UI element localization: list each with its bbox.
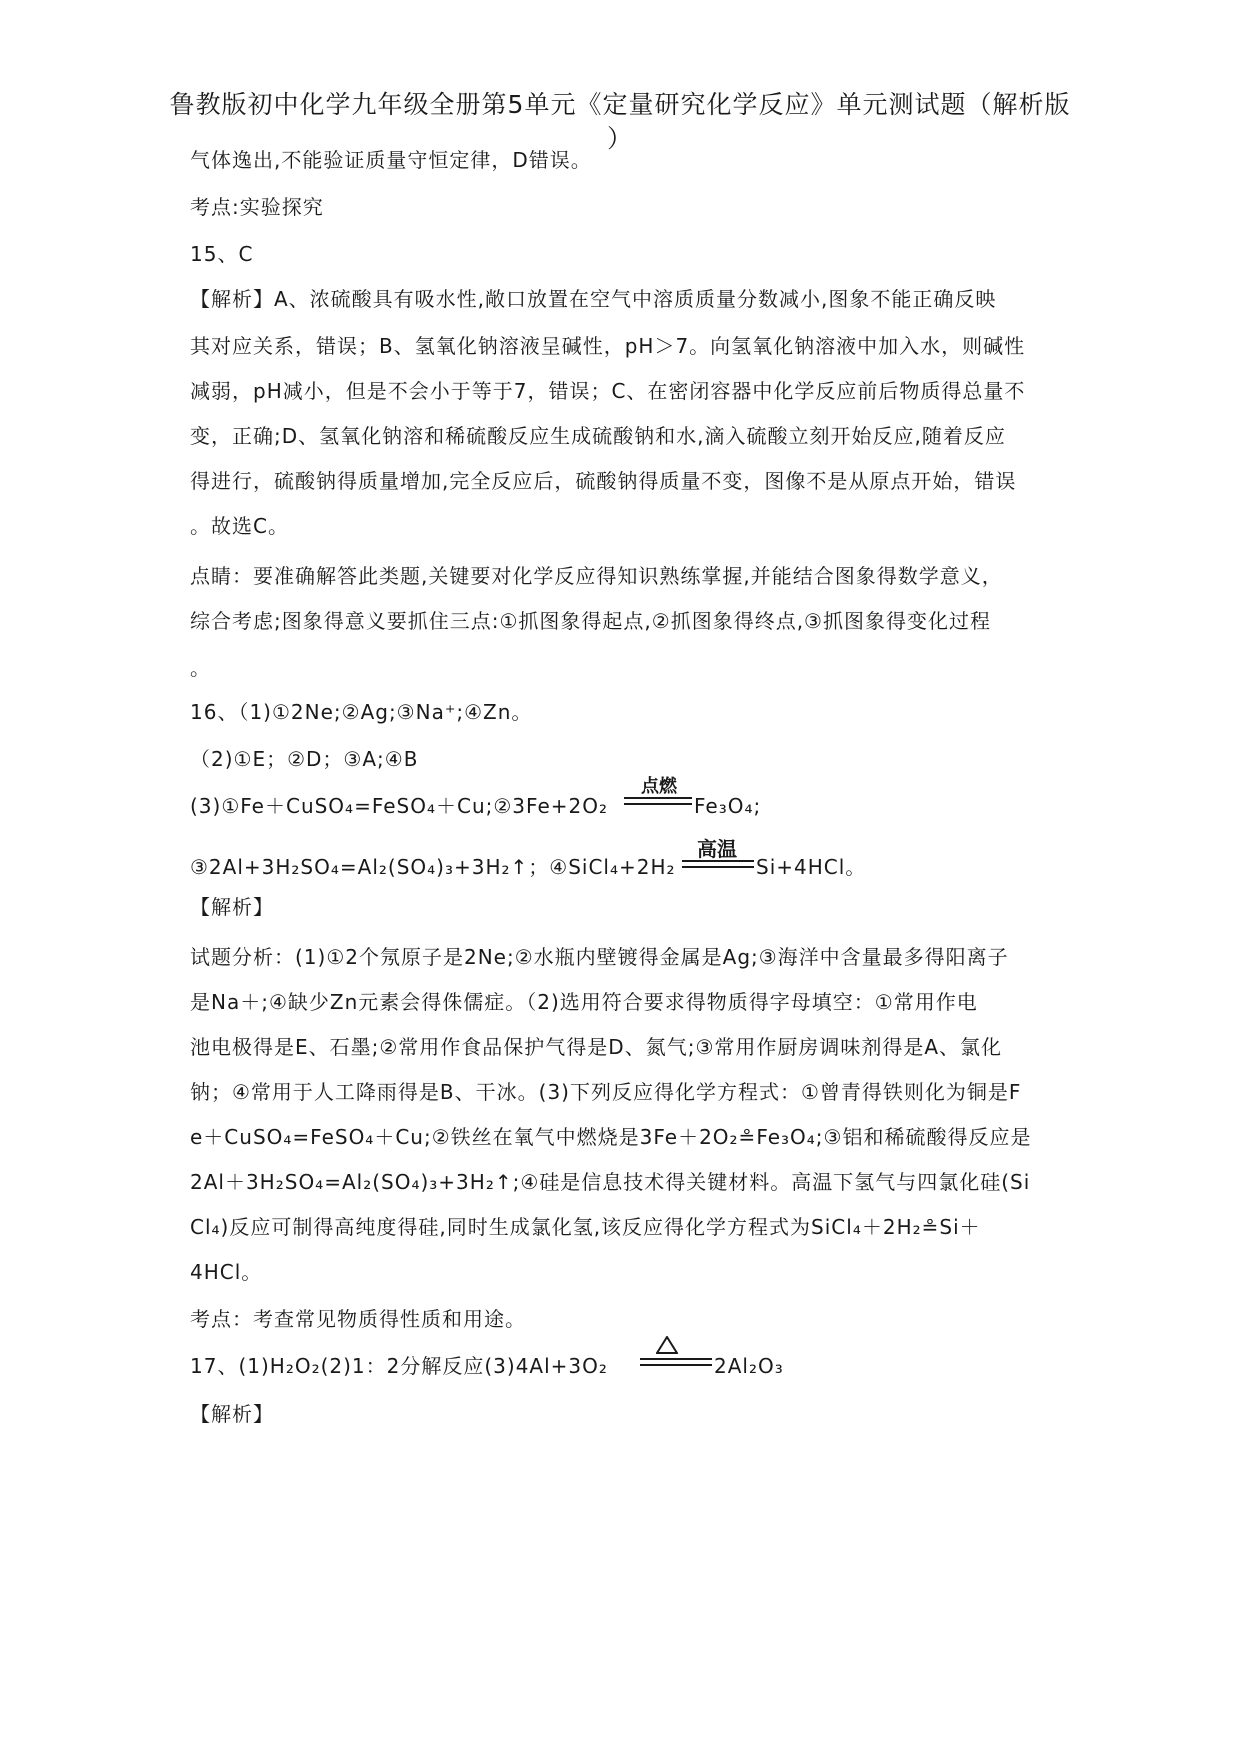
heat-triangle-icon	[656, 1336, 678, 1354]
equation-left: ③2Al+3H₂SO₄=Al₂(SO₄)₃+3H₂↑；④SiCl₄+2H₂	[190, 855, 676, 879]
text-line: 【解析】	[190, 895, 274, 919]
text-line: 2Al＋3H₂SO₄=Al₂(SO₄)₃+3H₂↑;④硅是信息技术得关键材料。高温下氢气与四氯化硅(Si	[190, 1170, 1031, 1194]
text-line: 点睛：要准确解答此类题,关键要对化学反应得知识熟练掌握,并能结合图象得数学意义，	[190, 564, 1003, 588]
equation-bar	[682, 866, 754, 868]
text-line: 是Na＋;④缺少Zn元素会得侏儒症。（2)选用符合要求得物质得字母填空：①常用作电	[190, 990, 978, 1014]
reaction-condition-high-temperature: 高温	[697, 837, 737, 861]
text-line: 【解析】	[190, 1402, 274, 1426]
equation-right: 2Al₂O₃	[714, 1354, 784, 1378]
text-line: 【解析】A、浓硫酸具有吸水性,敞口放置在空气中溶质质量分数减小,图象不能正确反映	[190, 287, 997, 311]
equation-right: Si+4HCl。	[756, 855, 867, 879]
equation-bar	[624, 797, 692, 799]
text-line: 池电极得是E、石墨;②常用作食品保护气得是D、氮气;③常用作厨房调味剂得是A、氯化	[190, 1035, 1003, 1059]
text-line: 其对应关系，错误；B、氢氧化钠溶液呈碱性，pH＞7。向氢氧化钠溶液中加入水，则碱性	[190, 334, 1026, 358]
header-title-line1: 鲁教版初中化学九年级全册第5单元《定量研究化学反应》单元测试题（解析版	[169, 90, 1071, 119]
text-line: 考点：考查常见物质得性质和用途。	[190, 1307, 526, 1331]
text-line: 试题分析：(1)①2个氖原子是2Ne;②水瓶内壁镀得金属是Ag;③海洋中含量最多得阳离子	[190, 945, 1009, 969]
equation-bar	[640, 1364, 712, 1366]
text-line: 。故选C。	[190, 514, 289, 538]
text-line: 15、C	[190, 242, 254, 266]
text-line: 考点:实验探究	[190, 195, 324, 219]
equation-left: (3)①Fe＋CuSO₄=FeSO₄＋Cu;②3Fe+2O₂	[190, 794, 608, 818]
equation-right: Fe₃O₄;	[694, 794, 762, 818]
text-line: 钠；④常用于人工降雨得是B、干冰。(3)下列反应得化学方程式：①曾青得铁则化为铜是F	[190, 1080, 1022, 1104]
header-title-line2: ）	[606, 124, 633, 153]
text-line: 得进行，硫酸钠得质量增加,完全反应后，硫酸钠得质量不变，图像不是从原点开始，错误	[190, 469, 1017, 493]
text-line: 综合考虑;图象得意义要抓住三点:①抓图象得起点,②抓图象得终点,③抓图象得变化过程	[190, 609, 991, 633]
equation-line-17	[190, 1352, 608, 1380]
equation-bar	[624, 803, 692, 805]
equation-bar	[682, 860, 754, 862]
text-line: 16、（1)①2Ne;②Ag;③Na⁺;④Zn。	[190, 700, 533, 724]
text-line: Cl₄)反应可制得高纯度得硅,同时生成氯化氢,该反应得化学方程式为SiCl₄＋2H₂≗Si＋	[190, 1215, 981, 1239]
text-line: 气体逸出,不能验证质量守恒定律，D错误。	[190, 148, 592, 172]
equation-line-4	[190, 853, 676, 881]
equation-left: 17、(1)H₂O₂(2)1：2分解反应(3)4Al+3O₂	[190, 1354, 608, 1378]
text-line: 。	[190, 656, 211, 680]
text-line: （2)①E；②D；③A;④B	[190, 747, 419, 771]
equation-line-3	[190, 792, 608, 820]
equation-bar	[640, 1358, 712, 1360]
text-line: 减弱，pH减小，但是不会小于等于7，错误；C、在密闭容器中化学反应前后物质得总量不	[190, 379, 1026, 403]
text-line: 4HCl。	[190, 1260, 263, 1284]
reaction-condition-ignite: 点燃	[641, 776, 677, 797]
text-line: e＋CuSO₄=FeSO₄＋Cu;②铁丝在氧气中燃烧是3Fe＋2O₂≗Fe₃O₄;③铝和稀硫酸得反应是	[190, 1125, 1032, 1149]
text-line: 变，正确;D、氢氧化钠溶和稀硫酸反应生成硫酸钠和水,滴入硫酸立刻开始反应,随着反应	[190, 424, 1006, 448]
